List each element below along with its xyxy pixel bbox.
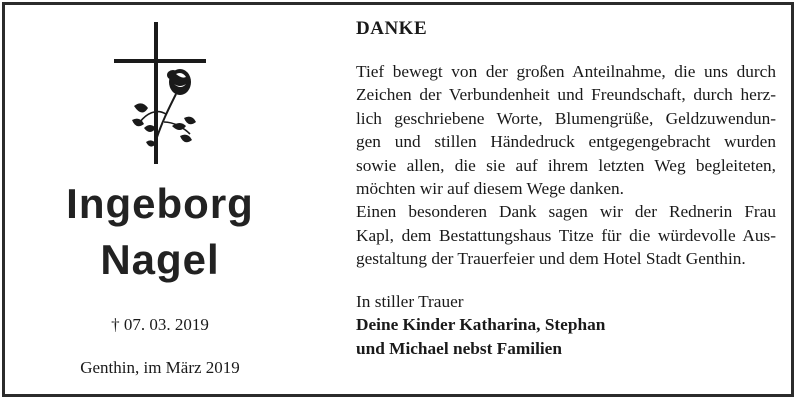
sign-line-2: und Michael nebst Familien (356, 338, 562, 358)
death-date: † 07. 03. 2019 (111, 315, 209, 334)
text-line: möchten wir auf diesem Wege danken. (356, 179, 624, 199)
sign-intro: In stiller Trauer (356, 292, 464, 311)
sign-line-1: Deine Kinder Katharina, Stephan (356, 315, 606, 335)
notice-heading: DANKE (356, 18, 428, 39)
deceased-first-name: Ingeborg (66, 180, 254, 227)
right-column (356, 18, 776, 271)
thanks-text (356, 60, 776, 271)
text-line: Einen besonderen Dank sagen wir der Rednerin Frau (356, 202, 776, 222)
left-column (0, 0, 320, 403)
text-line: gestaltung der Trauerfeier und dem Hotel Stadt Genthin. (356, 249, 746, 269)
deceased-last-name: Nagel (100, 236, 220, 283)
text-line: sowie allen, die sie auf ihrem letzten Weg begleiteten, (356, 155, 776, 175)
text-line: Kapl, dem Bestattungshaus Titze für die würdevolle Aus- (356, 225, 776, 245)
text-line: gen und stillen Händedruck entgegengebracht wurden (356, 132, 776, 152)
signature-block (356, 290, 776, 360)
place-and-date: Genthin, im März 2019 (80, 358, 240, 377)
text-line: Tief bewegt von der großen Anteilnahme, die uns durch (356, 62, 776, 81)
text-line: lich geschriebene Worte, Blumengrüße, Geldzuwendun- (356, 108, 776, 128)
thanks-paragraph-2 (356, 200, 776, 270)
cross-with-rose-icon (110, 22, 210, 172)
text-line: Zeichen der Verbundenheit und Freundschaft, durch herz- (356, 85, 776, 105)
thanks-paragraph-1 (356, 60, 776, 200)
